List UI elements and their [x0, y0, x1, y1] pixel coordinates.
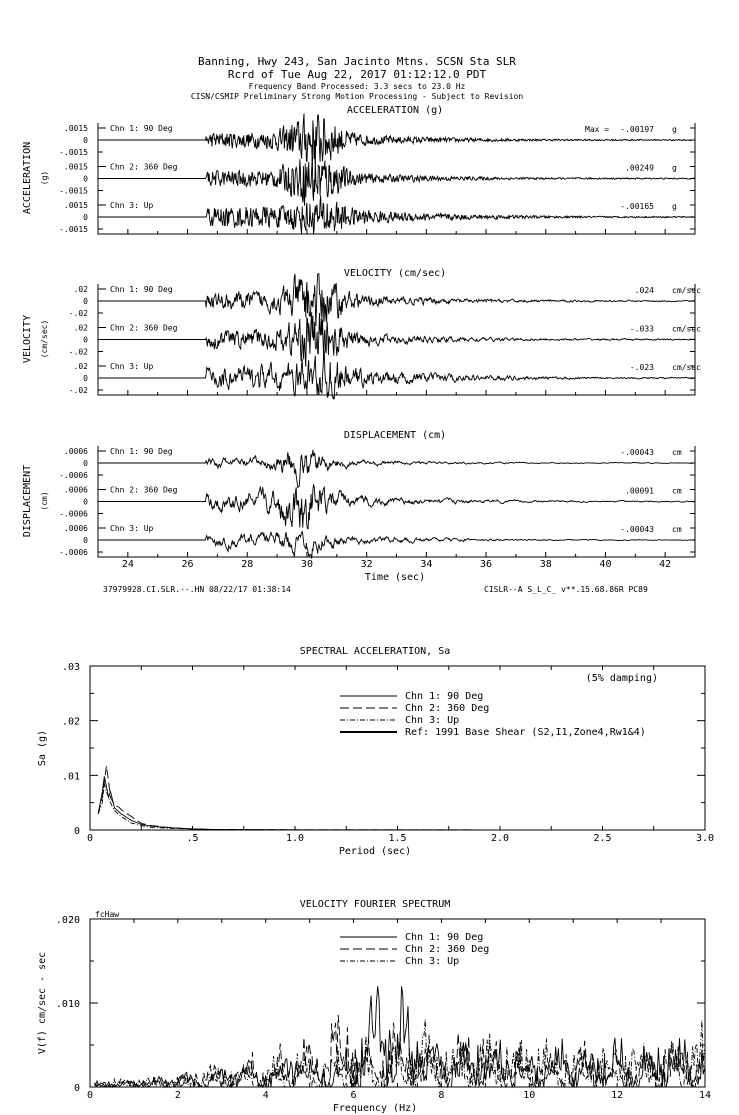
x-tick-label: 36: [480, 559, 493, 570]
y-axis-label: DISPLACEMENT: [22, 464, 33, 538]
y-tick-label: -.02: [68, 309, 88, 318]
x-tick-label: .5: [186, 833, 199, 844]
legend-label: Chn 2: 360 Deg: [405, 703, 490, 714]
peak-value: .00249: [625, 163, 654, 173]
header-line3: Frequency Band Processed: 3.3 secs to 23.0 Hz: [248, 82, 466, 91]
waveform-trace: [98, 312, 694, 366]
panel-title: ACCELERATION (g): [346, 105, 444, 116]
y-axis-label: Sa (g): [37, 729, 48, 767]
legend-label: Chn 1: 90 Deg: [405, 932, 484, 943]
spectrum-chart-3: [90, 666, 705, 830]
x-tick-label: 32: [360, 559, 373, 570]
channel-label: Chn 1: 90 Deg: [110, 285, 173, 294]
peak-unit: cm: [672, 525, 682, 534]
panel-title: VELOCITY (cm/sec): [343, 268, 447, 279]
x-tick-label: 40: [599, 559, 612, 570]
x-tick-label: 28: [241, 559, 254, 570]
x-tick-label: 8: [438, 1090, 445, 1101]
y-axis-unit: (g): [40, 170, 49, 186]
x-tick-label: 30: [300, 559, 313, 570]
panel-disp: [98, 446, 695, 559]
x-tick-label: 24: [121, 559, 134, 570]
y-tick-label: -.0015: [59, 148, 88, 157]
x-tick-label: 10: [523, 1090, 536, 1101]
y-tick-label: .01: [61, 771, 80, 783]
y-tick-label: .02: [73, 362, 88, 371]
y-tick-label: .02: [73, 323, 88, 333]
peak-value: -.033: [629, 324, 654, 334]
peak-unit: cm/sec: [672, 286, 701, 295]
y-axis-label: ACCELERATION: [22, 141, 33, 215]
channel-label: Chn 3: Up: [110, 201, 154, 210]
x-tick-label: 2.5: [593, 833, 612, 844]
series-line: [98, 766, 705, 830]
channel-label: Chn 2: 360 Deg: [110, 485, 178, 495]
y-tick-label: -.02: [68, 386, 88, 395]
peak-unit: cm: [672, 486, 682, 496]
waveform-trace: [98, 156, 694, 205]
y-tick-label: -.0015: [59, 225, 88, 234]
y-axis-unit: (cm/sec): [40, 319, 49, 359]
legend-label: Ref: 1991 Base Shear (S2,I1,Zone4,Rw1&4): [405, 727, 646, 738]
peak-value: .024: [634, 286, 654, 295]
y-axis-unit: (cm): [40, 491, 49, 511]
peak-value: -.00043: [620, 525, 654, 534]
x-tick-label: 2: [174, 1090, 181, 1101]
peak-unit: cm: [672, 448, 682, 457]
x-tick-label: 0: [86, 1090, 94, 1101]
x-axis-label: Time (sec): [364, 572, 426, 583]
x-tick-label: 42: [659, 559, 672, 570]
y-axis-label: V(f) cm/sec - sec: [37, 951, 48, 1055]
y-tick-label: .0015: [63, 162, 88, 172]
y-tick-label: .0006: [63, 524, 88, 533]
y-tick-label: .020: [55, 915, 80, 926]
legend-label: Chn 2: 360 Deg: [405, 944, 490, 955]
waveform-trace: [98, 450, 694, 488]
footer-left: 37979928.CI.SLR.--.HN 08/22/17 01:38:14: [103, 585, 291, 594]
corner-label: fcHaw: [95, 910, 120, 919]
y-tick-label: 0: [83, 174, 88, 184]
header-line2: Rcrd of Tue Aug 22, 2017 01:12:12.0 PDT: [227, 68, 487, 81]
series-line: [94, 986, 704, 1087]
chart-title: VELOCITY FOURIER SPECTRUM: [299, 899, 451, 910]
peak-value: .00091: [625, 486, 654, 496]
y-tick-label: .0015: [63, 201, 88, 210]
legend-label: Chn 3: Up: [405, 956, 460, 967]
x-tick-label: 26: [181, 559, 194, 570]
channel-label: Chn 3: Up: [110, 362, 154, 371]
x-tick-label: 6: [350, 1090, 357, 1101]
panel-title: DISPLACEMENT (cm): [343, 430, 447, 441]
y-tick-label: -.0015: [59, 186, 88, 196]
spectrum-chart-4: [90, 919, 705, 1087]
x-axis-label: Period (sec): [338, 846, 412, 857]
y-tick-label: .02: [61, 716, 80, 728]
y-tick-label: .0006: [63, 485, 88, 495]
y-tick-label: -.02: [68, 347, 88, 357]
y-tick-label: 0: [83, 335, 88, 345]
y-tick-label: .03: [61, 662, 80, 673]
peak-value: -.00197: [620, 125, 654, 134]
peak-unit: cm/sec: [672, 363, 701, 372]
y-tick-label: 0: [83, 136, 88, 145]
peak-unit: g: [672, 125, 677, 134]
peak-value: -.00043: [620, 448, 654, 457]
waveform-trace: [98, 274, 694, 326]
x-tick-label: 14: [698, 1090, 712, 1101]
y-tick-label: 0: [83, 497, 88, 507]
x-tick-label: 2.0: [490, 833, 510, 844]
x-tick-label: 38: [539, 559, 552, 570]
y-tick-label: 0: [83, 374, 88, 383]
max-prefix: Max =: [585, 125, 610, 134]
x-tick-label: 1.0: [285, 833, 305, 844]
legend-label: Chn 3: Up: [405, 715, 460, 726]
channel-label: Chn 2: 360 Deg: [110, 162, 178, 172]
y-tick-label: .0015: [63, 124, 88, 133]
waveform-trace: [98, 485, 694, 529]
y-tick-label: 0: [83, 536, 88, 545]
channel-label: Chn 1: 90 Deg: [110, 447, 173, 456]
y-tick-label: -.0006: [59, 471, 88, 480]
y-tick-label: 0: [73, 1083, 80, 1094]
header-line1: Banning, Hwy 243, San Jacinto Mtns. SCSN Sta SLR: [198, 55, 516, 68]
y-tick-label: -.0006: [59, 509, 88, 519]
y-tick-label: .02: [73, 285, 88, 294]
peak-unit: g: [672, 163, 677, 173]
peak-unit: g: [672, 202, 677, 211]
series-line: [94, 1015, 704, 1087]
y-tick-label: 0: [83, 459, 88, 468]
y-tick-label: -.0006: [59, 548, 88, 557]
series-line: [98, 784, 705, 831]
y-tick-label: 0: [83, 213, 88, 222]
damping-note: (5% damping): [585, 673, 658, 684]
x-axis-label: Frequency (Hz): [332, 1103, 418, 1114]
x-tick-label: 34: [420, 559, 433, 570]
chart-title: SPECTRAL ACCELERATION, Sa: [299, 646, 451, 657]
y-axis-label: VELOCITY: [22, 314, 33, 364]
y-tick-label: 0: [73, 826, 80, 837]
waveform-trace: [98, 196, 694, 234]
peak-value: -.00165: [620, 202, 654, 211]
plot-frame: [90, 666, 705, 830]
channel-label: Chn 3: Up: [110, 524, 154, 533]
y-tick-label: 0: [83, 297, 88, 306]
y-tick-label: .010: [55, 999, 80, 1010]
peak-value: -.023: [629, 363, 654, 372]
header-line4: CISN/CSMIP Preliminary Strong Motion Processing - Subject to Revision: [190, 92, 524, 101]
legend-label: Chn 1: 90 Deg: [405, 691, 484, 702]
x-tick-label: 3.0: [695, 833, 715, 844]
panel-vel: [98, 274, 695, 399]
peak-unit: cm/sec: [672, 324, 701, 334]
x-tick-label: 12: [611, 1090, 624, 1101]
x-tick-label: 0: [86, 833, 94, 844]
channel-label: Chn 1: 90 Deg: [110, 124, 173, 133]
waveform-trace: [98, 114, 694, 165]
x-tick-label: 4: [262, 1090, 269, 1101]
y-tick-label: .0006: [63, 447, 88, 456]
channel-label: Chn 2: 360 Deg: [110, 323, 178, 333]
x-tick-label: 1.5: [388, 833, 407, 844]
series-line: [98, 776, 705, 830]
footer-right: CISLR--A S_L_C_ v**.15.68.86R PC89: [484, 585, 648, 594]
